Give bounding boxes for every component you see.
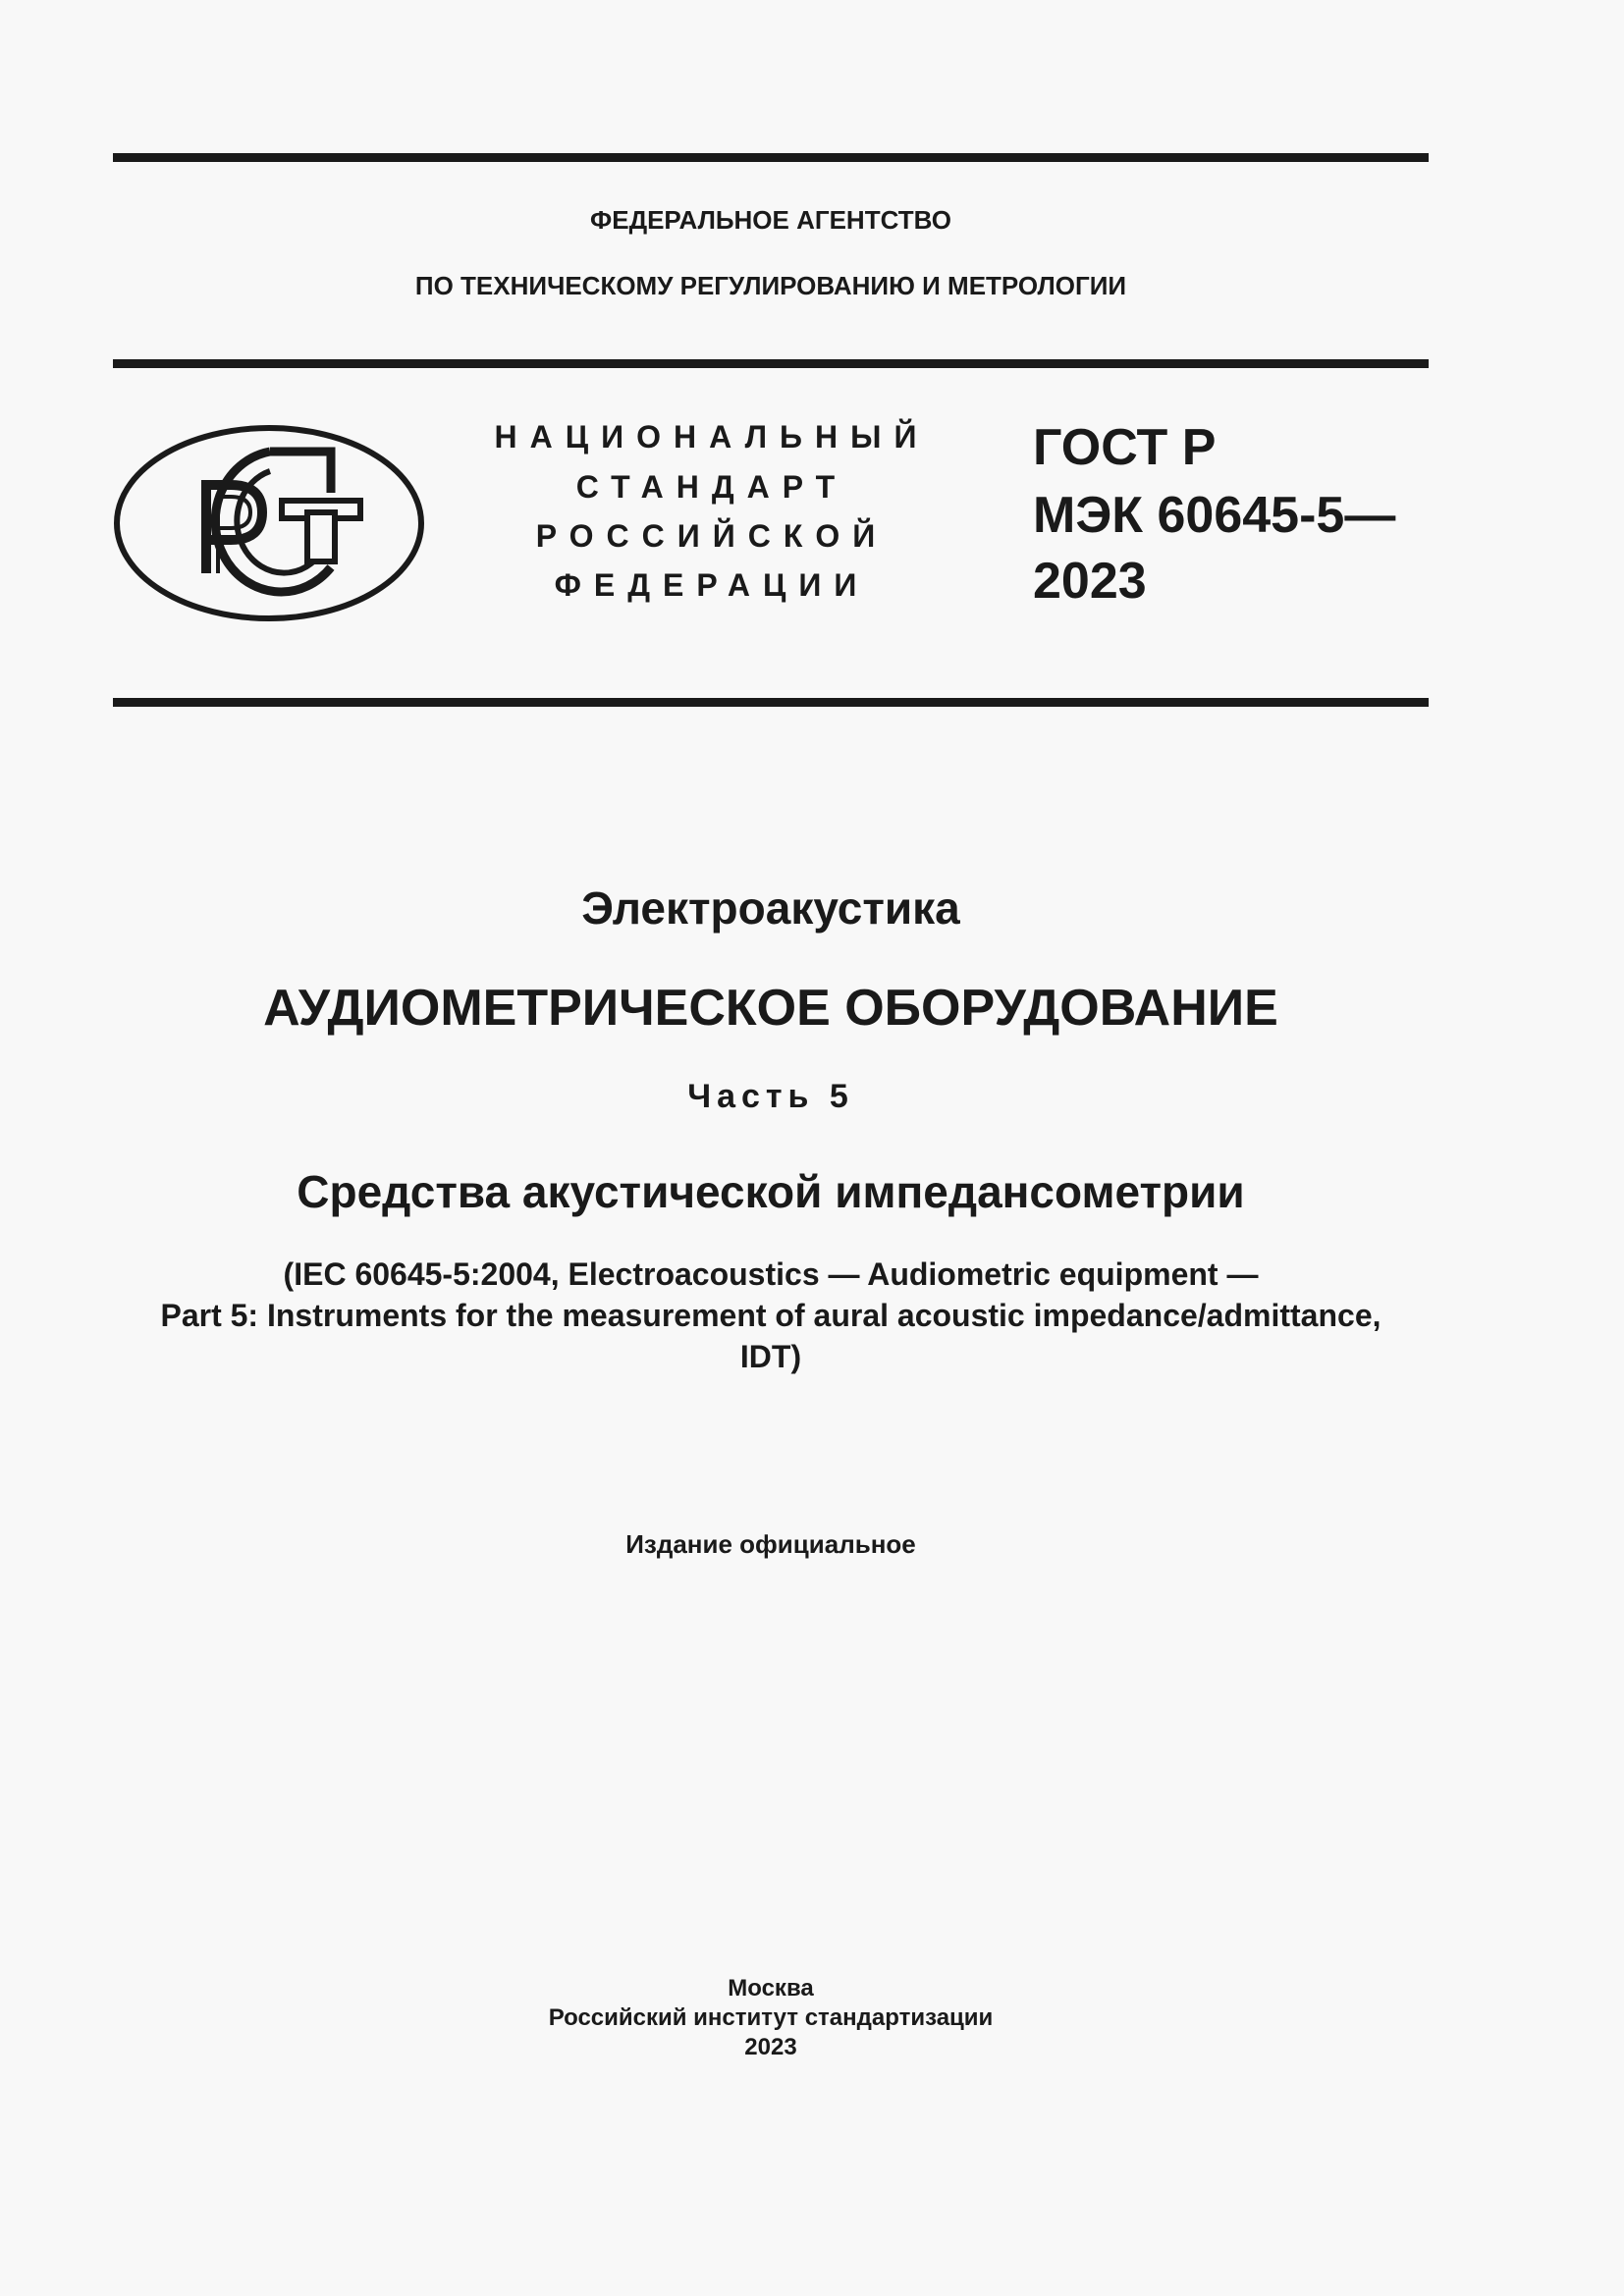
top-rule (113, 153, 1429, 162)
national-standard-line-2: СТАНДАРТ (575, 469, 848, 505)
main-title: АУДИОМЕТРИЧЕСКОЕ ОБОРУДОВАНИЕ (263, 980, 1278, 1037)
part-number: Часть 5 (687, 1078, 854, 1115)
separator-rule (113, 698, 1429, 707)
subtitle: Средства акустической импедансометрии (297, 1166, 1245, 1217)
edition-label: Издание официальное (625, 1529, 916, 1559)
standard-number-line-1: ГОСТ Р (1033, 419, 1217, 476)
agency-line-1: ФЕДЕРАЛЬНОЕ АГЕНТСТВО (590, 205, 951, 235)
national-standard-line-4: ФЕДЕРАЦИИ (554, 567, 870, 603)
header-rule (113, 359, 1429, 368)
international-reference-line-3: IDT) (739, 1339, 802, 1374)
international-reference-line-2: Part 5: Instruments for the measurement of aural acoustic impedance/admittance, (160, 1298, 1381, 1333)
publisher-name: Российский институт стандартизации (548, 2004, 994, 2031)
national-standard-line-1: НАЦИОНАЛЬНЫЙ (494, 419, 930, 454)
standard-number-line-3: 2023 (1033, 553, 1147, 610)
publisher-city: Москва (728, 1975, 814, 2002)
rst-certification-mark-icon (113, 424, 425, 622)
general-title: Электроакустика (581, 882, 960, 934)
agency-line-2: ПО ТЕХНИЧЕСКОМУ РЕГУЛИРОВАНИЮ И МЕТРОЛОГИИ (414, 271, 1127, 300)
national-standard-line-3: РОССИЙСКОЙ (535, 518, 889, 554)
standard-number-line-2: МЭК 60645-5— (1033, 487, 1396, 544)
international-reference-line-1: (IEC 60645-5:2004, Electroacoustics — Audiometric equipment — (283, 1256, 1259, 1292)
publisher-year: 2023 (744, 2034, 797, 2060)
